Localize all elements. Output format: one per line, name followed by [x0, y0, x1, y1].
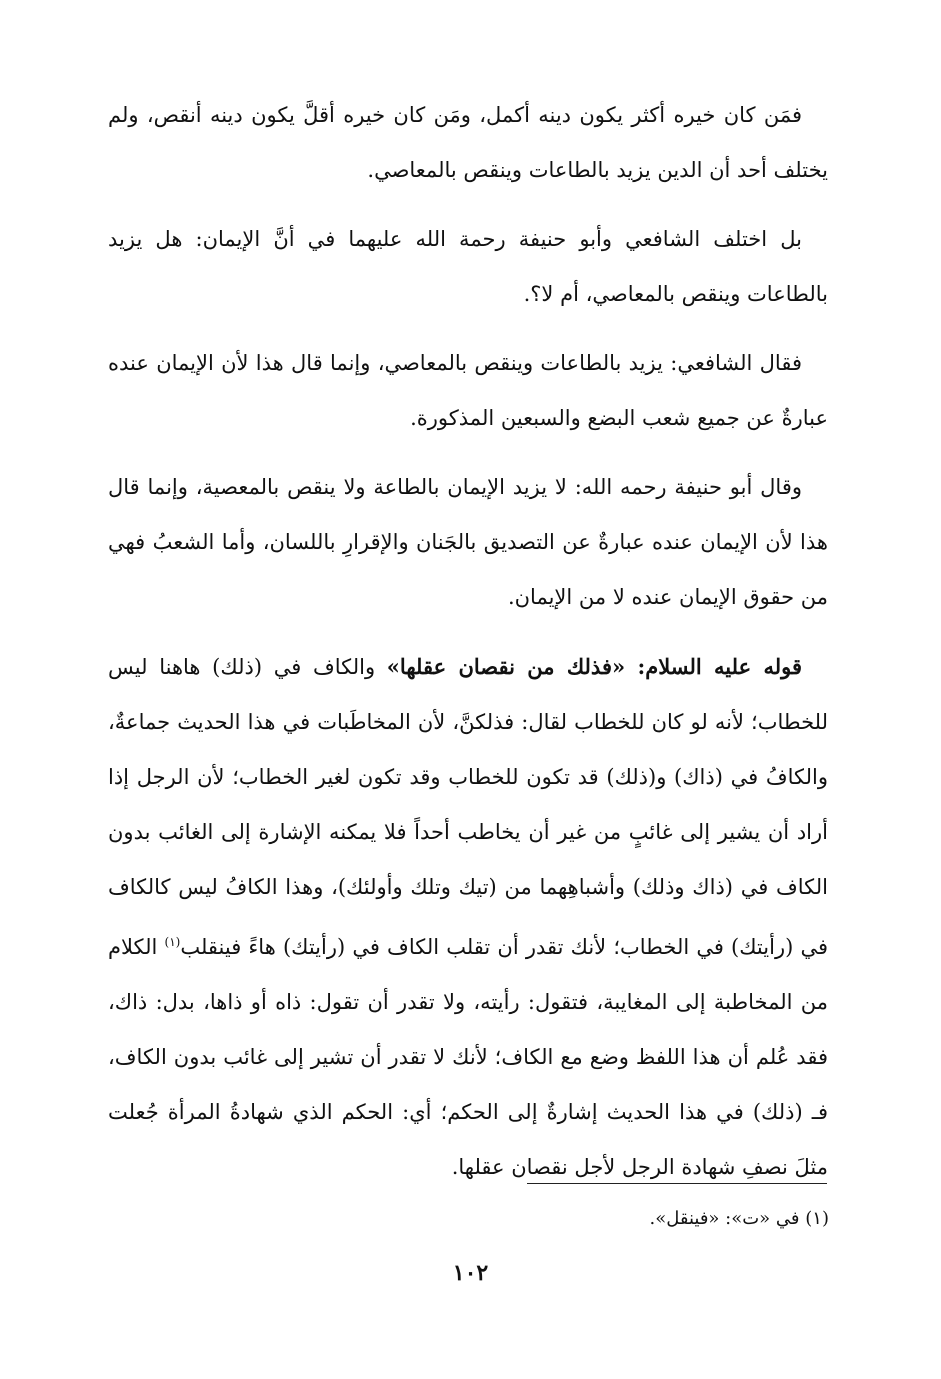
hadith-quote: «فذلك من نقصان عقلها» [386, 654, 626, 679]
footnote-marker: (١) [164, 935, 181, 949]
paragraph-5-lead: قوله عليه السلام: [625, 654, 802, 679]
paragraph-2 [108, 212, 828, 322]
paragraph-5 [108, 639, 828, 1195]
footnote-divider [527, 1183, 827, 1184]
paragraph-1 [108, 88, 828, 198]
paragraph-3 [108, 336, 828, 446]
page-body [108, 88, 828, 1209]
footnote-text: في «ت»: «فينقل». [649, 1208, 800, 1229]
paragraph-4-text: وقال أبو حنيفة رحمه الله: لا يزيد الإيمان بالطاعة ولا ينقص بالمعصية، وإنما قال هذا لأن الإيمان عنده عبارةٌ عن التصديق بالجَنان والإقرارِ باللسان، وأما الشعبُ فهي من حقوق الإيمان عنده لا من الإيمان. [108, 475, 828, 609]
footnote [229, 1204, 829, 1234]
paragraph-2-text: بل اختلف الشافعي وأبو حنيفة رحمة الله عليهما في أنَّ الإيمان: هل يزيد بالطاعات وينقص بالمعاصي، أم لا؟. [108, 227, 828, 306]
paragraph-5-text-part1: والكاف في (ذلك) هاهنا ليس للخطاب؛ لأنه لو كان للخطاب لقال: فذلكنَّ، لأن المخاطَبات في هذا الحديث جماعةٌ، والكافُ في (ذاك) و(ذلك) قد تكون للخطاب وقد تكون لغير الخطاب؛ لأن الرجل إذا أراد أن يشير إلى غائبٍ من غير أن يخاطب أحداً فلا يمكنه الإشارة إلى الغائب بدون الكاف في (ذاك وذلك) وأشباهِهما من (تيك وتلك وأولئك)، وهذا الكافُ ليس كالكاف في (رأيتك) في الخطاب؛ لأنك تقدر أن تقلب الكاف في (رأيتك) هاءً فينقلب [108, 655, 828, 959]
paragraph-5-text-part2: الكلام من المخاطبة إلى المغايبة، فتقول: رأيته، ولا تقدر أن تقول: ذاه أو ذاها، بدل: ذاك، فقد عُلم أن هذا اللفظ وضع مع الكاف؛ لأنك لا تقدر أن تشير إلى غائب بدون الكاف، فـ (ذلك) في هذا الحديث إشارةٌ إلى الحكم؛ أي: الحكم الذي شهادةُ المرأة جُعلت مثلَ نصفِ شهادة الرجل لأجل نقصان عقلها. [108, 935, 828, 1179]
page-number: ١٠٢ [452, 1260, 489, 1286]
paragraph-3-text: فقال الشافعي: يزيد بالطاعات وينقص بالمعاصي، وإنما قال هذا لأن الإيمان عنده عبارةٌ عن جميع شعب البضع والسبعين المذكورة. [108, 351, 828, 430]
paragraph-1-text: فمَن كان خيره أكثر يكون دينه أكمل، ومَن كان خيره أقلَّ يكون دينه أنقص، ولم يختلف أحد أن الدين يزيد بالطاعات وينقص بالمعاصي. [108, 103, 828, 182]
paragraph-4 [108, 460, 828, 625]
footnote-number: (١) [805, 1208, 829, 1229]
